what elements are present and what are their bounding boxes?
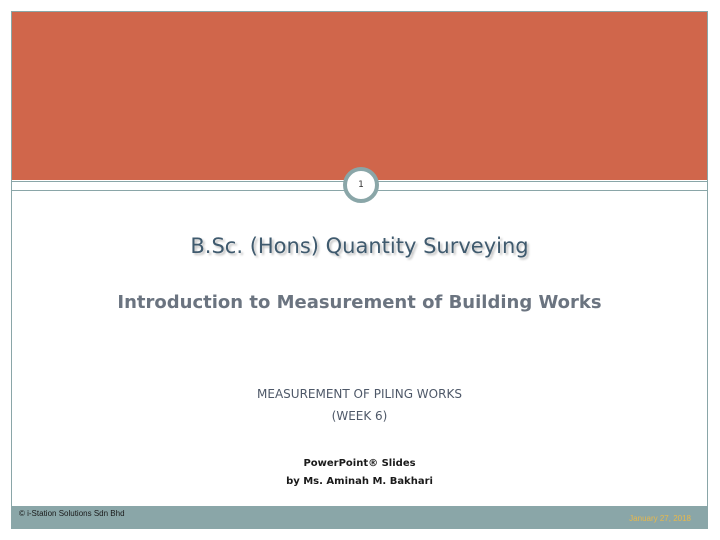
slide-number-badge — [343, 167, 379, 203]
credit-slides: PowerPoint® Slides — [303, 458, 416, 469]
credit-author: by Ms. Aminah M. Bakhari — [286, 476, 433, 487]
topic-heading: MEASUREMENT OF PILING WORKS — [257, 387, 462, 401]
header-band — [12, 12, 707, 180]
slide-subtitle: Introduction to Measurement of Building Works — [117, 292, 602, 313]
footer-date: January 27, 2018 — [629, 514, 691, 523]
footer-copyright: © i-Station Solutions Sdn Bhd — [19, 509, 125, 518]
week-label: (WEEK 6) — [331, 409, 388, 423]
footer-bar — [12, 506, 707, 528]
slide-title: B.Sc. (Hons) Quantity Surveying — [190, 234, 529, 258]
slide-number: 1 — [358, 180, 364, 190]
slide — [11, 11, 708, 529]
